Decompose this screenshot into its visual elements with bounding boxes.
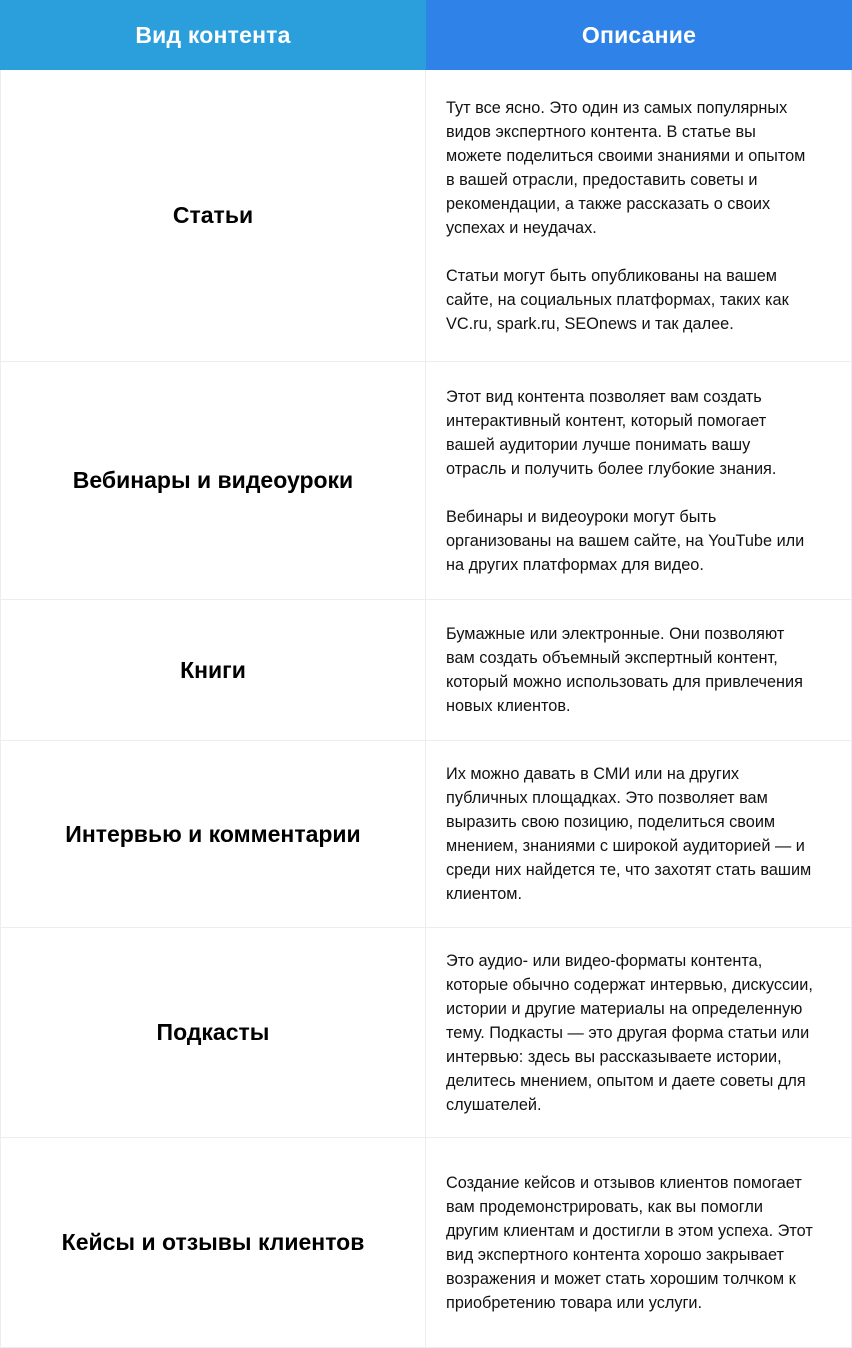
description-cell: [426, 928, 852, 1137]
content-type-cell: [0, 928, 426, 1137]
content-type-cell: [0, 70, 426, 361]
description-cell: [426, 741, 852, 927]
table-row: [0, 1138, 852, 1348]
table-row: [0, 70, 852, 362]
table-row: [0, 600, 852, 741]
table-header: [0, 0, 852, 70]
content-type-label: Статьи: [172, 202, 254, 228]
content-type-cell: [0, 600, 426, 740]
description-cell: [426, 1138, 852, 1347]
description-paragraph: Бумажные или электронные. Они позволяют вам создать объемный экспертный контент, который можно использовать для привлечения новых клиентов.: [446, 625, 803, 715]
content-type-label: Интервью и комментарии: [65, 820, 361, 847]
content-type-label: Кейсы и отзывы клиентов: [61, 1229, 365, 1255]
description-paragraph: Их можно давать в СМИ или на других публичных площадках. Это позволяет вам выразить свою позицию, поделиться своим мнением, знаниями с широкой аудиторией — и среди них найдется те, что захотят стать вашим клиентом.: [446, 765, 812, 903]
table-row: [0, 362, 852, 600]
content-type-label: Вебинары и видеоуроки: [72, 467, 354, 493]
content-type-cell: [0, 741, 426, 927]
description-cell: [426, 70, 852, 361]
header-content-type: Вид контента: [0, 0, 426, 70]
content-type-cell: [0, 362, 426, 599]
content-type-label: Книги: [180, 656, 246, 683]
description-paragraph: Тут все ясно. Это один из самых популярных видов экспертного контента. В статье вы можете поделиться своими знаниями и опытом в вашей отрасли, предоставить советы и рекомендации, а также рассказать о своих успехах и неудачах.: [446, 98, 806, 237]
description-paragraph: Этот вид контента позволяет вам создать интерактивный контент, который помогает вашей аудитории лучше понимать вашу отрасль и получить более глубокие знания.: [446, 387, 777, 478]
description-paragraph: Вебинары и видеоуроки могут быть организованы на вашем сайте, на YouTube или на других платформах для видео.: [446, 507, 805, 574]
description-cell: [426, 362, 852, 599]
description-paragraph: Создание кейсов и отзывов клиентов помогает вам продемонстрировать, как вы помогли другим клиентам и достигли в этом успеха. Этот вид экспертного контента хорошо закрывает возражения и может стать хорошим толчком к приобретению товара или услуги.: [446, 1173, 813, 1312]
description-paragraph: Статьи могут быть опубликованы на вашем сайте, на социальных платформах, таких как VC.ru, spark.ru, SEOnews и так далее.: [446, 266, 789, 333]
description-cell: [426, 600, 852, 740]
description-paragraph: Это аудио- или видео-форматы контента, которые обычно содержат интервью, дискуссии, истории и другие материалы на определенную тему. Подкасты — это другая форма статьи или интервью: здесь вы рассказываете истории, делитесь мнением, опытом и даете советы для слушателей.: [446, 951, 813, 1114]
content-type-cell: [0, 1138, 426, 1347]
table-row: [0, 741, 852, 928]
content-type-label: Подкасты: [156, 1019, 270, 1045]
table-row: [0, 928, 852, 1138]
header-description: Описание: [426, 0, 852, 70]
